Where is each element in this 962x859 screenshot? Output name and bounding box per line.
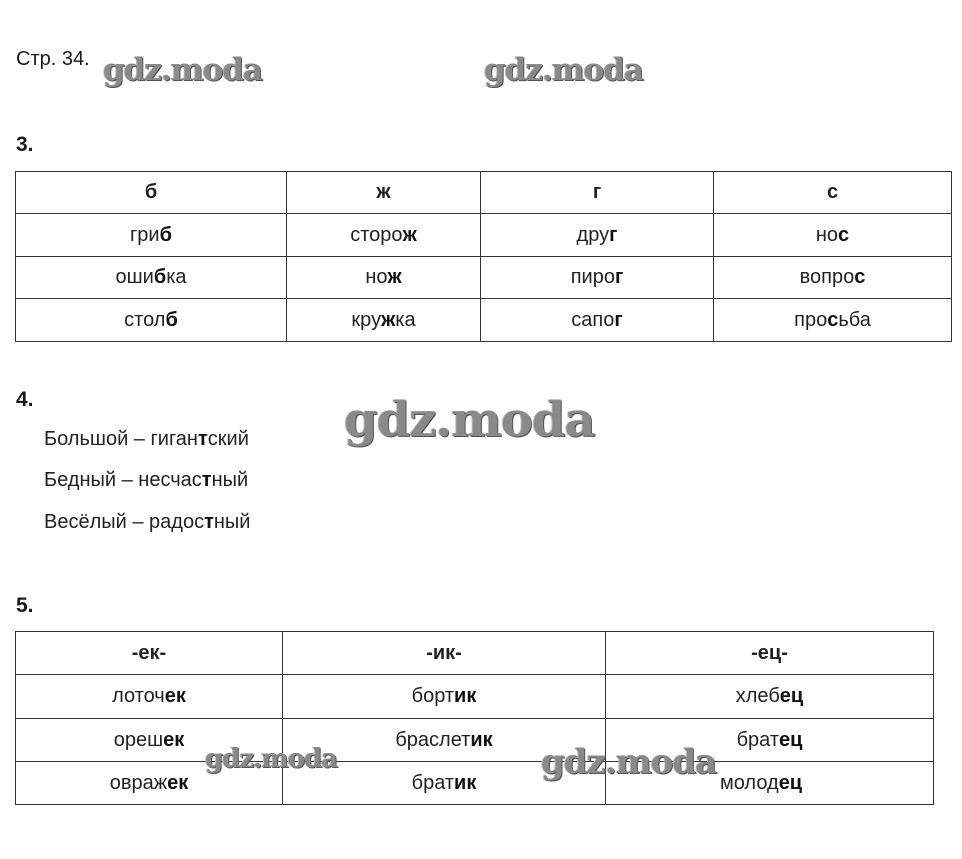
exercise-4-number: 4. (16, 388, 34, 411)
word-cell: бортик (283, 675, 606, 719)
word-cell: сторож (287, 214, 481, 257)
word-cell: друг (481, 214, 714, 257)
column-header: б (16, 172, 287, 214)
word-cell: вопрос (714, 257, 952, 299)
word-cell: ошибка (16, 257, 287, 299)
word-cell: орешек (16, 719, 283, 762)
word-cell: кружка (287, 299, 481, 342)
watermark: gdz.moda (344, 392, 595, 448)
column-header: г (481, 172, 714, 214)
word-pair-line: Большой – гигантский (44, 428, 249, 450)
word-cell: просьба (714, 299, 952, 342)
exercise-5-table (15, 631, 934, 805)
table-header-row (16, 172, 952, 214)
exercise-3-number: 3. (16, 133, 34, 156)
word-cell: овражек (16, 762, 283, 805)
table-row (16, 214, 952, 257)
exercise-5-number: 5. (16, 594, 34, 617)
table-row (16, 257, 952, 299)
column-header: -ек- (16, 632, 283, 675)
word-pair-line: Бедный – несчастный (44, 469, 249, 491)
table-row (16, 762, 934, 805)
column-header: с (714, 172, 952, 214)
table-row (16, 299, 952, 342)
word-cell: братец (606, 719, 934, 762)
word-cell: лоточек (16, 675, 283, 719)
word-cell: столб (16, 299, 287, 342)
watermark: gdz.moda (103, 52, 262, 88)
table-row (16, 675, 934, 719)
word-cell: нос (714, 214, 952, 257)
word-cell: браслетик (283, 719, 606, 762)
word-cell: пирог (481, 257, 714, 299)
column-header: -ец- (606, 632, 934, 675)
page-reference: Стр. 34. (16, 48, 90, 70)
word-cell: нож (287, 257, 481, 299)
watermark: gdz.moda (541, 742, 717, 782)
table-header-row (16, 632, 934, 675)
word-cell: братик (283, 762, 606, 805)
word-cell: хлебец (606, 675, 934, 719)
word-cell: гриб (16, 214, 287, 257)
watermark: gdz.moda (484, 52, 643, 88)
watermark: gdz.moda (205, 744, 338, 774)
word-cell: молодец (606, 762, 934, 805)
column-header: -ик- (283, 632, 606, 675)
exercise-3-table (15, 171, 952, 342)
column-header: ж (287, 172, 481, 214)
word-pair-line: Весёлый – радостный (44, 511, 251, 533)
word-cell: сапог (481, 299, 714, 342)
table-row (16, 719, 934, 762)
